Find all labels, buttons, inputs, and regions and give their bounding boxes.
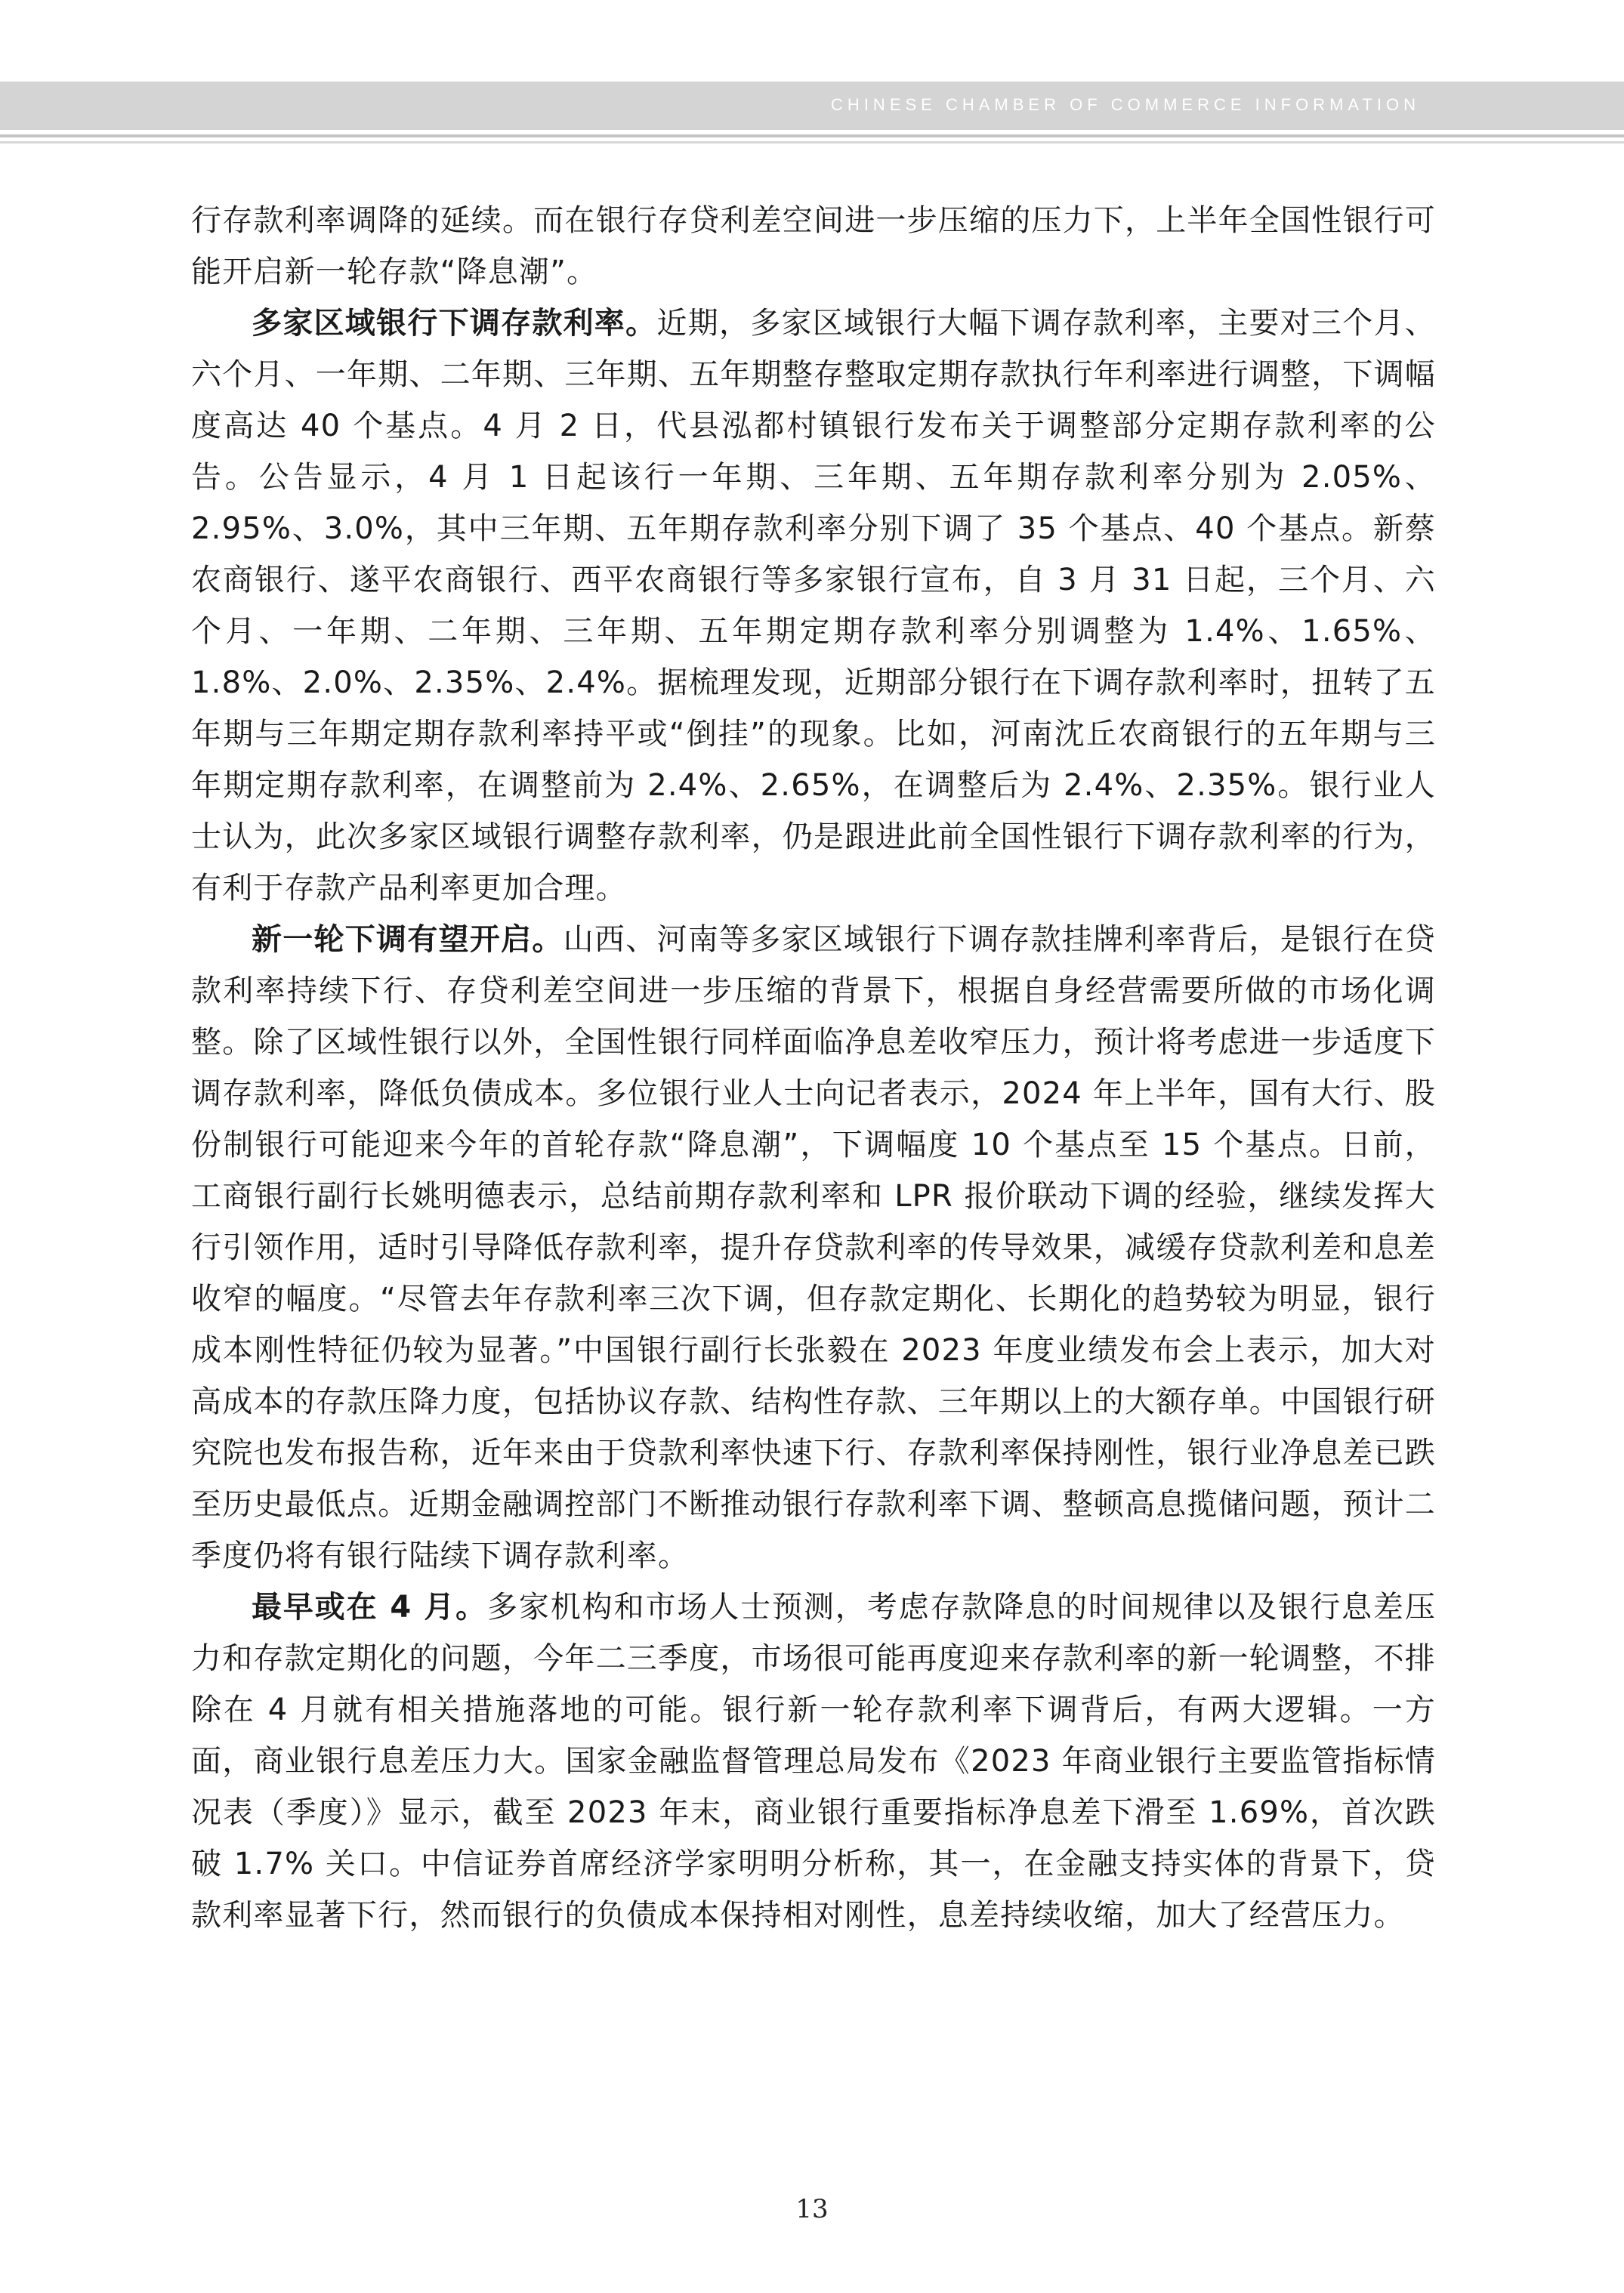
page-number: 13 xyxy=(795,2194,829,2224)
header-tagline: CHINESE CHAMBER OF COMMERCE INFORMATION xyxy=(831,95,1420,114)
paragraph-text: 近期，多家区域银行大幅下调存款利率，主要对三个月、六个月、一年期、二年期、三年期、五年期整存整取定期存款执行年利率进行调整，下调幅度高达 40 个基点。4 月 2 日，代县泓都村镇银行发布关于调整部分定期存款利率的公告。公告显示，4 月 1 日起该行一年期、三年期、五年期存款利率分别为 2.05%、2.95%、3.0%，其中三年期、五年期存款利率分别下调了 35 个基点、40 个基点。新蔡农商银行、遂平农商银行、西平农商银行等多家银行宣布，自 3 月 31 日起，三个月、六个月、一年期、二年期、三年期、五年期定期存款利率分别调整为 1.4%、1.65%、1.8%、2.0%、2.35%、2.4%。据梳理发现，近期部分银行在下调存款利率时，扭转了五年期与三年期定期存款利率持平或“倒挂”的现象。比如，河南沈丘农商银行的五年期与三年期定期存款利率，在调整前为 2.4%、2.65%，在调整后为 2.4%、2.35%。银行业人士认为，此次多家区域银行调整存款利率，仍是跟进此前全国性银行下调存款利率的行为，有利于存款产品利率更加合理。 xyxy=(191,306,1437,906)
article-body xyxy=(191,195,1436,1941)
header-band xyxy=(0,82,1624,130)
paragraph-text: 多家机构和市场人士预测，考虑存款降息的时间规律以及银行息差压力和存款定期化的问题，今年二三季度，市场很可能再度迎来存款利率的新一轮调整，不排除在 4 月就有相关措施落地的可能。银行新一轮存款利率下调背后，有两大逻辑。一方面，商业银行息差压力大。国家金融监督管理总局发布《2023 年商业银行主要监管指标情况表（季度）》显示，截至 2023 年末，商业银行重要指标净息差下滑至 1.69%，首次跌破 1.7% 关口。中信证券首席经济学家明明分析称，其一，在金融支持实体的背景下，贷款利率显著下行，然而银行的负债成本保持相对刚性，息差持续收缩，加大了经营压力。 xyxy=(191,1590,1437,1933)
paragraph-text: 行存款利率调降的延续。而在银行存贷利差空间进一步压缩的压力下，上半年全国性银行可能开启新一轮存款“降息潮”。 xyxy=(191,203,1436,289)
paragraph-april xyxy=(191,1582,1436,1941)
paragraph-new-round xyxy=(191,914,1436,1582)
paragraph-continuation xyxy=(191,195,1436,298)
paragraph-lead: 新一轮下调有望开启。 xyxy=(252,922,563,957)
paragraph-regional-banks xyxy=(191,298,1436,914)
paragraph-text: 山西、河南等多家区域银行下调存款挂牌利率背后，是银行在贷款利率持续下行、存贷利差空间进一步压缩的背景下，根据自身经营需要所做的市场化调整。除了区域性银行以外，全国性银行同样面临净息差收窄压力，预计将考虑进一步适度下调存款利率，降低负债成本。多位银行业人士向记者表示，2024 年上半年，国有大行、股份制银行可能迎来今年的首轮存款“降息潮”，下调幅度 10 个基点至 15 个基点。日前，工商银行副行长姚明德表示，总结前期存款利率和 LPR 报价联动下调的经验，继续发挥大行引领作用，适时引导降低存款利率，提升存贷款利率的传导效果，减缓存贷款利差和息差收窄的幅度。“尽管去年存款利率三次下调，但存款定期化、长期化的趋势较为明显，银行成本刚性特征仍较为显著。”中国银行副行长张毅在 2023 年度业绩发布会上表示，加大对高成本的存款压降力度，包括协议存款、结构性存款、三年期以上的大额存单。中国银行研究院也发布报告称，近年来由于贷款利率快速下行、存款利率保持刚性，银行业净息差已跌至历史最低点。近期金融调控部门不断推动银行存款利率下调、整顿高息揽储问题，预计二季度仍将有银行陆续下调存款利率。 xyxy=(191,922,1436,1573)
paragraph-lead: 最早或在 4 月。 xyxy=(252,1590,488,1625)
header-rule-thin xyxy=(0,141,1624,144)
header-rule xyxy=(0,134,1624,137)
paragraph-lead: 多家区域银行下调存款利率。 xyxy=(252,306,657,341)
